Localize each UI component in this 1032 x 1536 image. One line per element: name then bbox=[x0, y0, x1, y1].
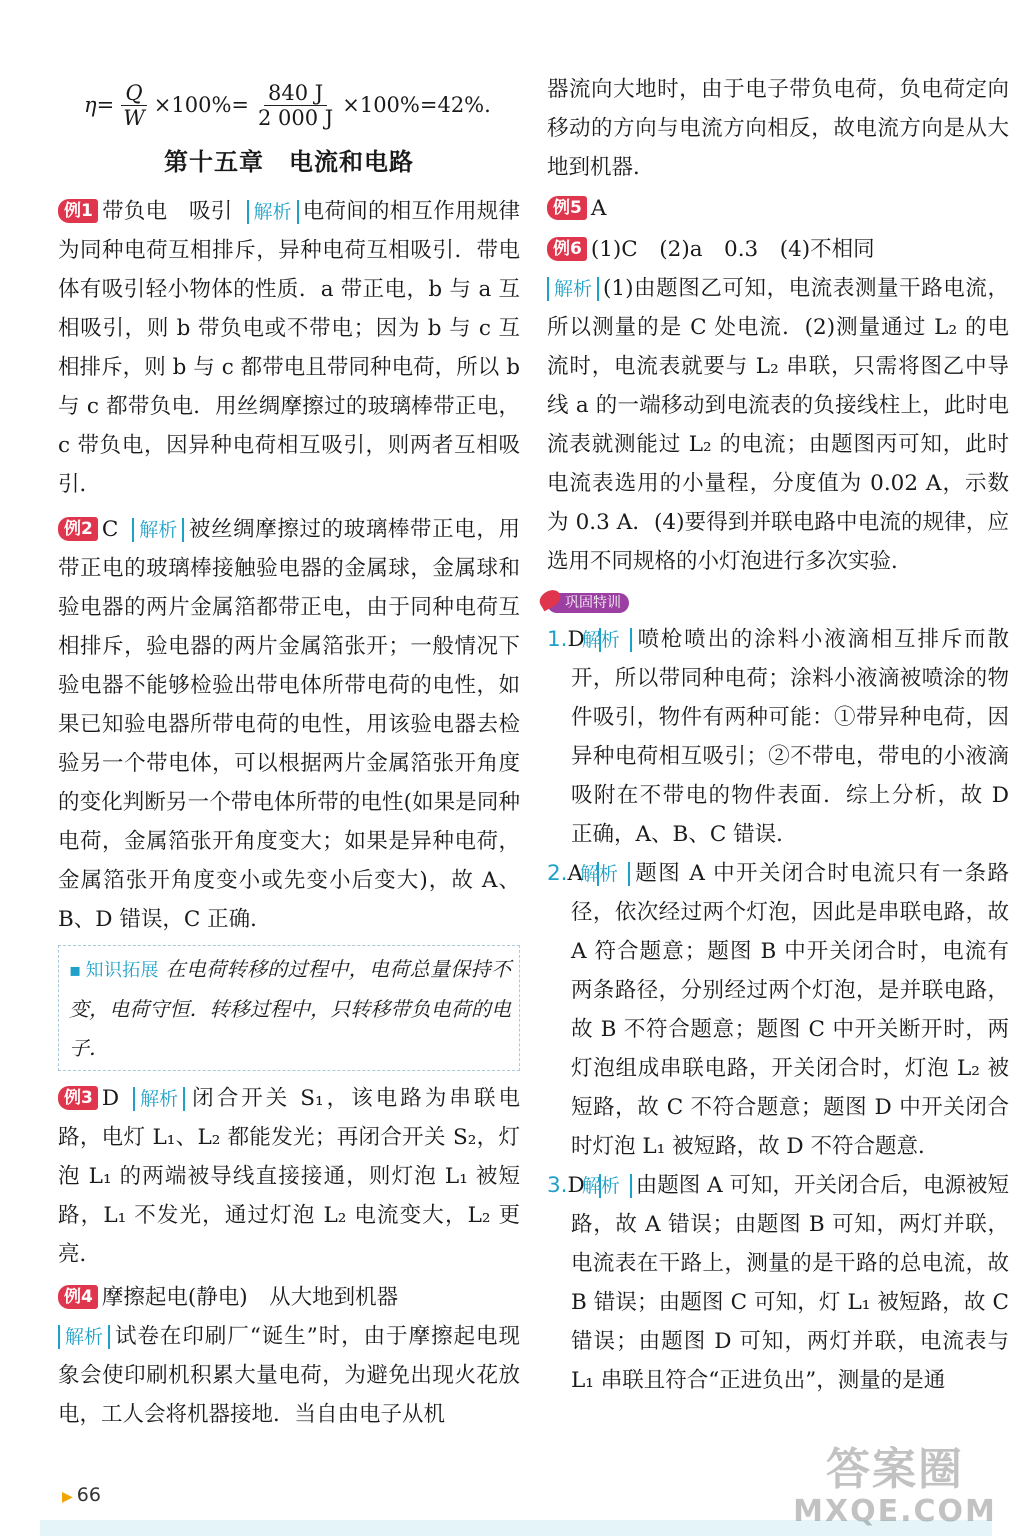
analysis-tag: 解析 bbox=[133, 1087, 185, 1111]
example-5 bbox=[547, 189, 1009, 228]
example-4-continued: 器流向大地时，由于电子带负电荷，负电荷定向移动的方向与电流方向相反，故电流方向是从大地到机器． bbox=[547, 77, 1009, 180]
question-answer: A bbox=[567, 861, 584, 886]
fraction-q-over-w: $\frac{Q}{W}$ bbox=[123, 80, 145, 130]
page-number: ▶ 66 bbox=[62, 1484, 101, 1506]
question-number: 3. bbox=[547, 1173, 568, 1198]
example-analysis: 闭合开关 S₁，该电路为串联电路，电灯 L₁、L₂ 都能发光；再闭合开关 S₂，灯泡 L₁ 的两端被导线直接接通，则灯泡 L₁ 被短路，L₁ 不发光，通过灯泡 L₂ 电流变大，L₂ 更亮． bbox=[58, 1086, 520, 1267]
example-badge: 例3 bbox=[58, 1086, 98, 1110]
question-number: 2. bbox=[547, 861, 568, 886]
watermark-line2: MXQE.COM bbox=[793, 1494, 997, 1529]
watermark-line1: 答案圈 bbox=[826, 1444, 964, 1495]
question-answer: D bbox=[567, 627, 585, 652]
example-badge: 例4 bbox=[58, 1285, 98, 1309]
question-number: 1. bbox=[547, 627, 568, 652]
example-analysis: 试卷在印刷厂“诞生”时，由于摩擦起电现象会使印刷机积累大量电荷，为避免出现火花放电，工人会将机器接地．当自由电子从机 bbox=[58, 1324, 520, 1427]
example-badge: 例1 bbox=[58, 199, 98, 223]
watermark bbox=[780, 1444, 1010, 1530]
analysis-tag: 解析 bbox=[599, 1174, 632, 1198]
example-answer: D bbox=[101, 1086, 120, 1111]
analysis-tag: 解析 bbox=[58, 1325, 110, 1349]
example-badge: 例6 bbox=[547, 237, 587, 261]
example-4 bbox=[58, 1278, 520, 1317]
question-3 bbox=[547, 1166, 1009, 1400]
left-column bbox=[58, 192, 520, 1434]
training-header bbox=[547, 581, 1009, 620]
formula-mid1: ×100%= bbox=[153, 93, 250, 117]
example-answer: C bbox=[101, 517, 119, 542]
page-arrow-icon: ▶ bbox=[62, 1489, 73, 1505]
example-analysis: 被丝绸摩擦过的玻璃棒带正电，用带正电的玻璃棒接触验电器的金属球，金属球和验电器的两片金属箔都带正电，由于同种电荷互相排斥，验电器的两片金属箔张开；一般情况下验电器不能够检验出带电体所带电荷的电性，如果已知验电器所带电荷的电性，用该验电器去检验另一个带电体，可以根据两片金属箔张开角度的变化判断另一个带电体所带的电性(如果是同种电荷，金属箔张开角度变大；如果是异种电荷，金属箔张开角度变小或先变小后变大)，故 A、B、D 错误，C 正确． bbox=[58, 517, 520, 932]
fraction-values: $\frac{840 J}{2 000 J}$ bbox=[258, 80, 334, 130]
knowledge-title: ▪ 知识拓展 bbox=[69, 960, 159, 981]
example-analysis: (1)由题图乙可知，电流表测量干路电流，所以测量的是 C 处电流．(2)测量通过 L₂ 的电流时，电流表就要与 L₂ 串联，只需将图乙中导线 a 的一端移动到电流表的负接线柱上，此时电流表就测能过 L₂ 的电流；由题图丙可知，此时电流表选用的小量程，分度值为 0.02 A，示数为 0.3 A．(4)要得到并联电路中电流的规律，应选用不同规格的小灯泡进行多次实验． bbox=[547, 276, 1009, 574]
chapter-title: 第十五章 电流和电路 bbox=[164, 148, 414, 176]
example-6-analysis bbox=[547, 269, 1009, 581]
formula-lhs: η= bbox=[84, 93, 115, 117]
question-1 bbox=[547, 620, 1009, 854]
example-badge: 例5 bbox=[547, 196, 587, 220]
example-6 bbox=[547, 230, 1009, 269]
example-answer: A bbox=[590, 196, 607, 221]
knowledge-text: 在电荷转移的过程中，电荷总量保持不变，电荷守恒．转移过程中，只转移带负电荷的电子． bbox=[69, 957, 512, 1060]
example-analysis: 电荷间的相互作用规律为同种电荷互相排斥，异种电荷互相吸引．带电体有吸引轻小物体的性质．a 带正电，b 与 a 互相吸引，则 b 带负电或不带电；因为 b 与 c 互相排斥，则 b 与 c 都带电且带同种电荷，所以 b 与 c 都带负电．用丝绸摩擦过的玻璃棒带正电，c 带负电，因异种电荷相互吸引，则两者互相吸引． bbox=[58, 199, 520, 497]
example-answer: 摩擦起电(静电) 从大地到机器 bbox=[101, 1285, 399, 1310]
example-3 bbox=[58, 1079, 520, 1274]
analysis-tag: 解析 bbox=[247, 200, 299, 224]
formula-mid2: ×100%=42%. bbox=[342, 93, 491, 117]
example-badge: 例2 bbox=[58, 517, 98, 541]
right-column bbox=[547, 70, 1009, 1400]
question-analysis: 题图 A 中开关闭合时电流只有一条路径，依次经过两个灯泡，因此是串联电路，故 A 符合题意；题图 B 中开关闭合时，电流有两条路径，分别经过两个灯泡，是并联电路，故 B 不符合题意；题图 C 中开关断开时，两灯泡组成串联电路，开关闭合时，灯泡 L₂ 被短路，故 C 不符合题意；题图 D 中开关闭合时灯泡 L₁ 被短路，故 D 不符合题意． bbox=[571, 861, 1009, 1159]
example-2 bbox=[58, 510, 520, 939]
example-4-analysis bbox=[58, 1317, 520, 1434]
training-label: 巩固特训 bbox=[547, 593, 629, 613]
analysis-tag: 解析 bbox=[132, 518, 184, 542]
knowledge-box bbox=[58, 945, 520, 1071]
example-answer: (1)C (2)a 0.3 (4)不相同 bbox=[590, 237, 875, 262]
question-analysis: 喷枪喷出的涂料小液滴相互排斥而散开，所以带同种电荷；涂料小液滴被喷涂的物件吸引，物件有两种可能：①带异种电荷，因异种电荷相互吸引；②不带电，带电的小液滴吸附在不带电的物件表面．综上分析，故 D 正确，A、B、C 错误． bbox=[571, 627, 1009, 847]
question-2 bbox=[547, 854, 1009, 1166]
efficiency-formula bbox=[84, 78, 491, 132]
analysis-tag: 解析 bbox=[547, 277, 599, 301]
analysis-tag: 解析 bbox=[597, 862, 630, 886]
question-analysis: 由题图 A 可知，开关闭合后，电源被短路，故 A 错误；由题图 B 可知，两灯并联，电流表在干路上，测量的是干路的总电流，故 B 错误；由题图 C 可知，灯 L₁ 被短路，故 C 错误；由题图 D 可知，两灯并联，电流表与 L₁ 串联且符合“正进负出”，测量的是通 bbox=[571, 1173, 1009, 1393]
example-answer: 带负电 吸引 bbox=[101, 199, 233, 224]
question-answer: D bbox=[567, 1173, 585, 1198]
example-1 bbox=[58, 192, 520, 504]
analysis-tag: 解析 bbox=[599, 628, 632, 652]
